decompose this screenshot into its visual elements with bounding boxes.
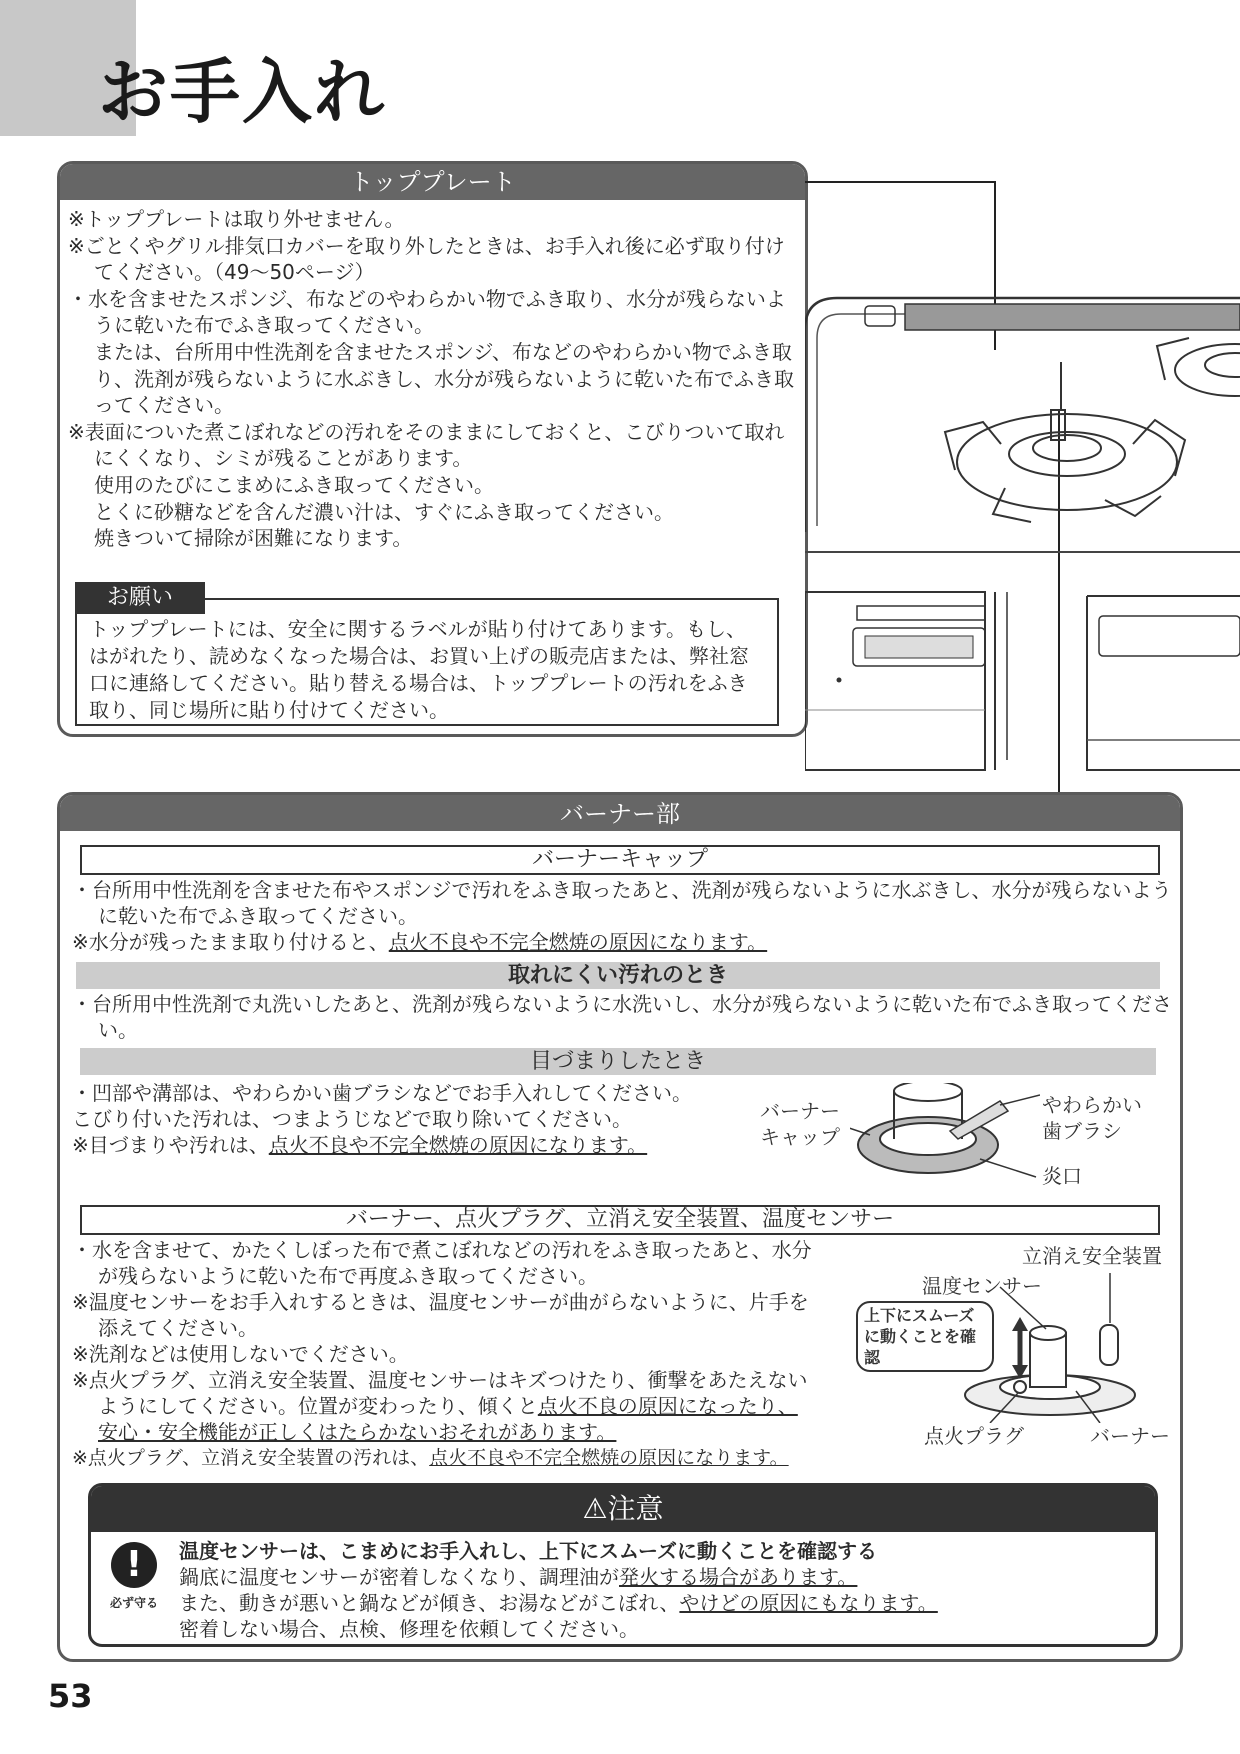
cap-note-prefix: ※水分が残ったまま取り付けると、 [72,930,389,954]
exclamation-icon: ! [111,1542,157,1588]
top-plate-line: ※表面についた煮こぼれなどの汚れをそのままにしておくと、こびりついて取れにくくなり、シミが残ることがあります。 [68,419,785,471]
cap-line: ・台所用中性洗剤を含ませた布やスポンジで汚れをふき取ったあと、洗剤が残らないように水ぶきし、水分が残らないように乾いた布でふき取ってください。 [72,878,1172,928]
caution-bold-line: 温度センサーは、こまめにお手入れし、上下にスムーズに動くことを確認する [179,1539,877,1563]
label-soft-brush: やわらかい歯ブラシ [1042,1093,1142,1143]
clog-text [72,1080,752,1158]
label-safety-device: 立消え安全装置 [1022,1244,1162,1268]
parts-note: ※洗剤などは使用しないでください。 [72,1342,409,1366]
page-number: 53 [48,1677,93,1715]
cap-note-warning: 点火不良や不完全燃焼の原因になります。 [388,930,768,954]
sensor-illustration [960,1273,1160,1423]
parts-note: ※温度センサーをお手入れするときは、温度センサーが曲がらないように、片手を添えてください。 [72,1290,809,1340]
label-flame-port: 炎口 [1042,1164,1082,1188]
hard-dirt-line: ・台所用中性洗剤で丸洗いしたあと、洗剤が残らないように水洗いし、水分が残らないように乾いた布でふき取ってください。 [72,992,1172,1042]
caution-line3-warning: やけどの原因にもなります。 [679,1591,938,1615]
label-temperature-sensor: 温度センサー [922,1274,1042,1298]
clog-line: こびり付いた汚れは、つまようじなどで取り除いてください。 [72,1107,632,1131]
parts-note3-prefix: ※点火プラグ、立消え安全装置、温度センサーはキズつけたり、衝撃をあたえないようにしてください。位置が変わったり、傾くと [72,1368,808,1418]
top-plate-line: 使用のたびにこまめにふき取ってください。 [94,472,494,497]
top-plate-line: ※トッププレートは取り外せません。 [68,207,405,231]
parts-note4-prefix: ※点火プラグ、立消え安全装置の汚れは、 [72,1447,430,1469]
burner-section [57,792,1183,1662]
caution-line3-prefix: また、動きが悪いと鍋などが傾き、お湯などがこぼれ、 [179,1591,680,1615]
cap-heading: バーナーキャップ [80,845,1160,875]
top-plate-section [57,161,808,737]
parts-note4-warning: 点火不良や不完全燃焼の原因になります。 [429,1447,789,1469]
parts-heading: バーナー、点火プラグ、立消え安全装置、温度センサー [80,1205,1160,1235]
label-check-movement: 上下にスムーズに動くことを確認 [856,1301,994,1372]
label-burner: バーナー [1090,1424,1170,1448]
burner-cap-illustration [850,1083,1040,1193]
parts-line: ・水を含ませて、かたくしぼった布で煮こぼれなどの汚れをふき取ったあと、水分が残らないように乾いた布で再度ふき取ってください。 [72,1238,812,1288]
stove-illustration [805,170,1240,795]
clog-note [72,1132,752,1158]
parts-text [72,1237,812,1471]
label-ignition-plug: 点火プラグ [924,1424,1024,1448]
burner-heading: バーナー部 [60,795,1180,831]
parts-note [72,1445,812,1471]
clog-line: ・凹部や溝部は、やわらかい歯ブラシなどでお手入れしてください。 [72,1081,692,1105]
top-plate-line: ・水を含ませたスポンジ、布などのやわらかい物でふき取り、水分が残らないように乾いた布でふき取ってください。 [68,286,786,338]
must-follow-label: 必ず守る [109,1596,158,1610]
top-plate-line: ※ごとくやグリル排気口カバーを取り外したときは、お手入れ後に必ず取り付けてください。（49〜50ページ） [68,233,785,285]
top-plate-line: とくに砂糖などを含んだ濃い汁は、すぐにふき取ってください。 [94,499,674,524]
caution-line2-warning: 発火する場合があります。 [619,1565,858,1589]
request-text: トッププレートには、安全に関するラベルが貼り付けてあります。もし、はがれたり、読めなくなった場合は、お買い上げの販売店または、弊社窓口に連絡してください。貼り替える場合は、トッププレートの汚れをふき取り、同じ場所に貼り付けてください。 [75,598,779,726]
hard-dirt-heading: 取れにくい汚れのとき [76,962,1160,989]
caution-heading: ⚠注意 [91,1486,1155,1532]
hard-dirt-text [72,991,1172,1043]
caution-line [179,1590,938,1616]
caution-line: 密着しない場合、点検、修理を依頼してください。 [179,1617,639,1641]
clog-note-prefix: ※目づまりや汚れは、 [72,1133,269,1157]
caution-text [179,1538,938,1642]
top-plate-heading: トッププレート [60,164,805,200]
page-title: お手入れ [98,51,386,133]
top-plate-line: 焼きついて掃除が困難になります。 [94,526,413,551]
caution-line [179,1564,938,1590]
caution-box [88,1483,1158,1647]
top-plate-line: または、台所用中性洗剤を含ませたスポンジ、布などのやわらかい物でふき取り、洗剤が残らないように水ぶきし、水分が残らないように乾いた布でふき取ってください。 [94,339,794,418]
top-plate-text [68,206,798,552]
request-label: お願い [75,582,205,614]
clog-note-warning: 点火不良や不完全燃焼の原因になります。 [268,1133,648,1157]
cap-text [72,877,1172,955]
request-notice [75,582,783,722]
parts-note [72,1367,812,1445]
label-burner-cap: バーナーキャップ [760,1099,840,1149]
cap-note [72,929,1172,955]
parts-note3-warning: 点火不良の原因になったり、安心・安全機能が正しくはたらかないおそれがあります。 [98,1394,798,1444]
clog-heading: 目づまりしたとき [80,1048,1156,1075]
caution-line2-prefix: 鍋底に温度センサーが密着しなくなり、調理油が [179,1565,619,1589]
